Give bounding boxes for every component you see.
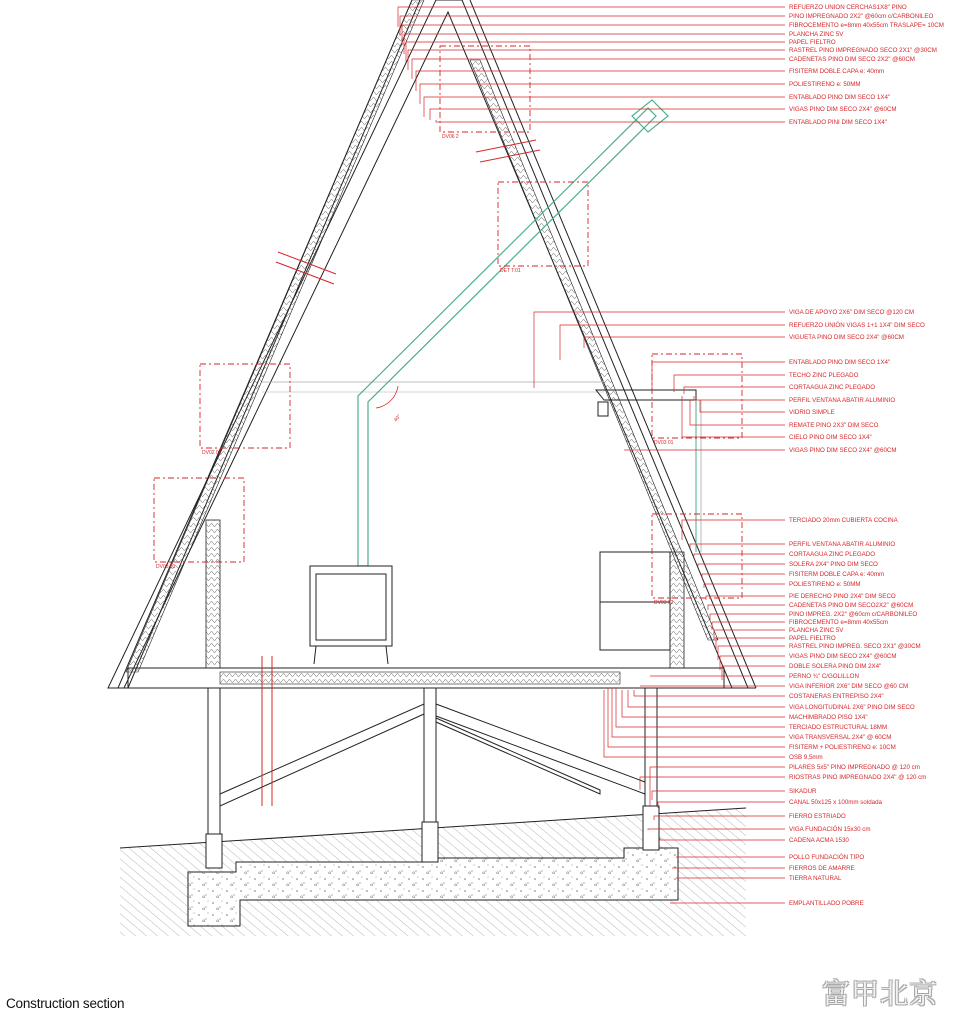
annotation-label: POLIESTIRENO e: 50MM xyxy=(789,81,861,88)
leader-line xyxy=(416,71,785,91)
knee-wall-right xyxy=(670,552,684,668)
chimney-angle-label: 40° xyxy=(392,413,403,424)
annotation-label: OSB 9,5mm xyxy=(789,754,823,761)
annotation-label: POLLO FUNDACIÓN TIPO xyxy=(789,854,865,861)
detail-tag: DET T:01 xyxy=(500,268,521,274)
leader-line xyxy=(674,375,785,392)
annotation-label: VIGAS PINO DIM SECO 2X4" @60CM xyxy=(789,106,897,113)
detail-tag: DV03 01 xyxy=(156,564,176,570)
annotation-label: FISITERM + POLIESTIRENO e: 10CM xyxy=(789,744,896,751)
annotation-label: PLANCHA ZINC 5V xyxy=(789,627,844,634)
annotation-label: DOBLE SOLERA PINO DIM 2X4" xyxy=(789,663,882,670)
annotation-label: PERFIL VENTANA ABATIR ALUMINIO xyxy=(789,541,896,548)
annotation-label: RIOSTRAS PINO IMPREGNADO 2X4" @ 120 cm xyxy=(789,774,927,781)
annotation-label: PAPEL FIELTRO xyxy=(789,635,836,642)
leader-line xyxy=(420,84,785,104)
detail-tag: DV03 01 xyxy=(654,440,674,446)
annotation-label: TERCIADO ESTRUCTURAL 18MM xyxy=(789,724,888,731)
annotation-label: VIGA LONGITUDINAL 2X6" PINO DIM SECO xyxy=(789,704,915,711)
annotation-label: VIGA FUNDACIÓN 15x30 cm xyxy=(789,826,871,833)
annotation-label: REFUERZO UNIÓN VIGAS 1+1 1X4" DIM SECO xyxy=(789,322,925,329)
annotation-label: CORTAAGUA ZINC PLEGADO xyxy=(789,551,876,558)
annotation-label: SIKADUR xyxy=(789,788,817,795)
annotation-label: COSTANERAS ENTREPISO 2X4" xyxy=(789,693,884,700)
annotation-label: CADENETAS PINO DIM SECO 2X2" @60CM xyxy=(789,56,915,63)
annotation-labels xyxy=(789,4,944,907)
annotation-label: VIGAS PINO DIM SECO 2X4" @60CM xyxy=(789,447,897,454)
leader-line xyxy=(652,791,785,800)
leader-line xyxy=(694,396,785,400)
annotation-label: VIGA DE APOYO 2X6" DIM SECO @120 CM xyxy=(789,309,915,316)
leader-line xyxy=(710,614,785,620)
annotation-label: FISITERM DOBLE CAPA e: 40mm xyxy=(789,68,885,75)
watermark: 富甲北京 xyxy=(822,977,939,1010)
annotation-label: VIGUETA PINO DIM SECO 2X4" @60CM xyxy=(789,334,904,341)
leader-line xyxy=(682,396,785,437)
annotation-label: FIBROCEMENTO e=8mm 40x55cm xyxy=(789,619,889,626)
leader-line xyxy=(682,520,785,540)
leader-line xyxy=(718,646,785,660)
annotation-label: PINO IMPREG. 2X2" @60cm c/CARBONILEO xyxy=(789,611,918,618)
annotation-label: RASTREL PINO IMPREGNADO SECO 2X1" @30CM xyxy=(789,47,937,54)
annotation-label: CADENA ACMA 1530 xyxy=(789,837,849,844)
annotation-label: REFUERZO UNION CERCHAS1X8" PINO xyxy=(789,4,907,11)
annotation-label: ENTABLADO PINO DIM SECO 1X4" xyxy=(789,359,891,366)
annotation-label: TERCIADO 20mm CUBIERTA COCINA xyxy=(789,517,898,524)
annotation-label: ENTABLADO PINI DIM SECO 1X4" xyxy=(789,119,888,126)
detail-tags xyxy=(156,134,674,606)
leader-line xyxy=(658,802,785,808)
leader-line xyxy=(690,544,785,548)
annotation-label: FIBROCEMENTO e=8mm 40x55cm TRASLAPE= 10CM xyxy=(789,22,944,29)
leader-line xyxy=(430,109,785,120)
leader-line xyxy=(616,688,785,727)
detail-tag: DV03 02 xyxy=(654,600,674,606)
floor-deck xyxy=(128,668,724,688)
annotation-label: VIGAS PINO DIM SECO 2X4" @60CM xyxy=(789,653,897,660)
annotation-label: FISITERM DOBLE CAPA e: 40mm xyxy=(789,571,885,578)
figure-caption: Construction section xyxy=(6,996,125,1011)
knee-wall-left xyxy=(206,520,220,668)
leader-line xyxy=(436,120,785,122)
leader-line xyxy=(700,400,785,412)
leader-line xyxy=(684,387,785,394)
annotation-label: VIDRIO SIMPLE xyxy=(789,409,835,416)
annotation-label: CADENETAS PINO DIM SECO2X2" @60CM xyxy=(789,602,914,609)
annotation-label: FIERROS DE AMARRE xyxy=(789,865,855,872)
leader-line xyxy=(650,767,785,806)
leader-line xyxy=(612,688,785,737)
leader-line xyxy=(412,59,785,79)
chimney-flue xyxy=(358,100,668,566)
leader-line xyxy=(534,312,785,388)
annotation-label: RASTREL PINO IMPREG. SECO 2X1" @30CM xyxy=(789,643,921,650)
annotation-label: TIERRA NATURAL xyxy=(789,875,842,882)
annotation-label: POLIESTIRENO e: 50MM xyxy=(789,581,861,588)
annotation-label: REMATE PINO 2X3" DIM SECO xyxy=(789,422,879,429)
annotation-label: TECHO ZINC PLEGADO xyxy=(789,372,859,379)
leader-line xyxy=(652,362,785,392)
annotation-label: MACHIMBRADO PISO 1X4" xyxy=(789,714,868,721)
leader-line xyxy=(708,605,785,610)
annotation-label: SOLERA 2X4" PINO DIM SECO xyxy=(789,561,878,568)
annotation-label: PERFIL VENTANA ABATIR ALUMINIO xyxy=(789,397,896,404)
leader-line xyxy=(716,638,785,650)
detail-tag: DV02 01 xyxy=(202,450,222,456)
leader-line xyxy=(640,777,785,790)
annotation-label: PLANCHA ZINC 5V xyxy=(789,31,844,38)
detail-tag: DV06 2 xyxy=(442,134,459,140)
leader-line xyxy=(398,7,785,27)
leader-line xyxy=(702,574,785,578)
annotation-label: PIE DERECHO PINO 2X4" DIM SECO xyxy=(789,593,896,600)
annotation-label: VIGA TRANSVERSAL 2X4" @ 60CM xyxy=(789,734,892,741)
annotation-label: EMPLANTILLADO POBRE xyxy=(789,900,864,907)
annotation-label: VIGA INFERIOR 2X6" DIM SECO @60 CM xyxy=(789,683,909,690)
annotation-label: PILARES 5x5" PINO IMPREGNADO @ 120 cm xyxy=(789,764,920,771)
wood-stove xyxy=(310,566,392,664)
leader-line xyxy=(722,666,785,680)
annotation-label: PERNO ¾" C/GOLILLON xyxy=(789,673,859,680)
leader-line xyxy=(408,50,785,70)
annotation-label: CIELO PINO DIM SECO 1X4" xyxy=(789,434,872,441)
annotation-label: PAPEL FIELTRO xyxy=(789,39,836,46)
leader-line xyxy=(424,97,785,117)
leader-line xyxy=(400,16,785,36)
annotation-label: FIERRO ESTRIADO xyxy=(789,813,846,820)
chimney-angle-arc xyxy=(376,386,398,408)
annotation-label: ENTABLADO PINO DIM SECO 1X4" xyxy=(789,94,891,101)
leader-line xyxy=(690,400,785,425)
leader-line xyxy=(698,564,785,566)
leader-line xyxy=(608,688,785,747)
annotation-label: CORTAAGUA ZINC PLEGADO xyxy=(789,384,876,391)
annotation-leaders xyxy=(398,7,785,903)
leader-line xyxy=(720,656,785,670)
leader-line xyxy=(694,554,785,556)
annotation-label: CANAL 50x125 x 100mm soldada xyxy=(789,799,882,806)
leader-line xyxy=(704,584,785,588)
annotation-label: PINO IMPREGNADO 2X2" @60cm c/CARBONILEO xyxy=(789,13,934,20)
